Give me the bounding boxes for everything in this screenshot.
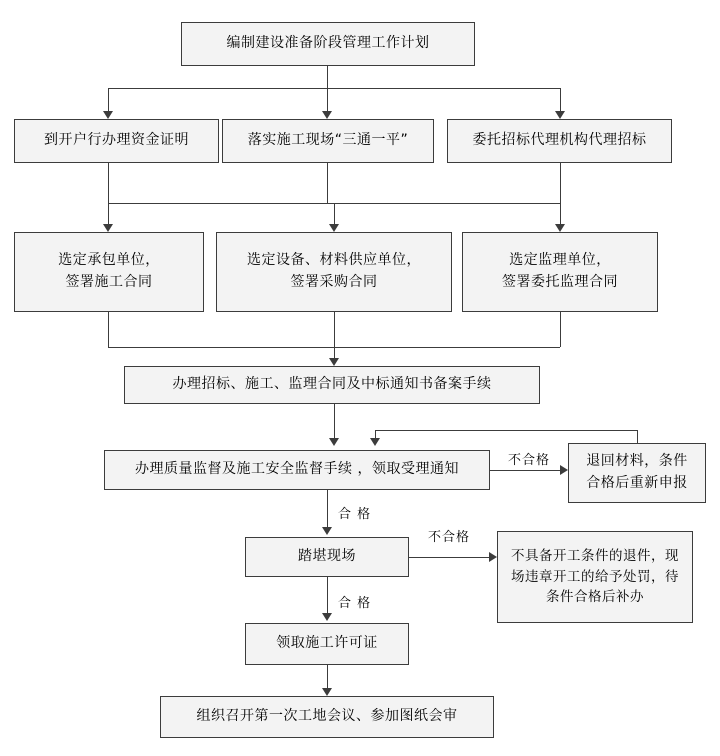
arrow-icon [329,224,339,232]
connector [375,430,376,438]
node-prepare-work-plan [181,22,475,66]
node-return-materials [568,443,706,503]
arrow-icon [370,438,380,446]
node-line: 退回材料，条件 [586,453,688,470]
arrow-icon [322,688,332,696]
connector [334,203,335,224]
edge-label-unqualified-2: 不合格 [428,530,471,545]
connector [375,430,637,431]
connector [560,312,561,347]
node-quality-safety-supervision [104,450,490,490]
connector [490,470,560,471]
node-bank-fund-certificate [14,119,219,163]
node-line: 办理质量监督及施工安全监督手续 ，领取受理通知 [135,461,459,478]
edge-label-qualified-1: 合 格 [338,507,372,522]
node-select-supplier [216,232,452,312]
node-line: 不具备开工条件的退件，现 [511,547,679,564]
arrow-icon [560,465,568,475]
connector [560,203,561,224]
node-line: 踏堪现场 [298,548,356,565]
edge-label-unqualified-1: 不合格 [508,453,551,468]
node-select-contractor [14,232,204,312]
arrow-icon [489,552,497,562]
connector [327,88,328,111]
arrow-icon [322,613,332,621]
node-line: 场违章开工的给予处罚，待 [511,568,679,585]
node-construction-permit [245,623,409,665]
node-line: 条件合格后补办 [546,589,644,606]
connector [334,347,335,358]
node-entrust-bidding-agency [447,119,672,163]
arrow-icon [555,224,565,232]
connector [327,490,328,527]
arrow-icon [555,111,565,119]
node-line: 选定监理单位， [509,252,611,269]
node-contract-filing [124,366,540,404]
connector [334,404,335,438]
connector [409,557,489,558]
connector [108,88,109,111]
node-line: 领取施工许可证 [276,635,378,652]
node-first-site-meeting [160,696,494,738]
node-line: 选定设备、材料供应单位， [247,252,421,269]
node-line: 委托招标代理机构代理招标 [472,132,647,149]
connector [560,163,561,203]
arrow-icon [329,438,339,446]
connector [108,163,109,203]
arrow-icon [322,111,332,119]
connector [327,163,328,203]
edge-label-qualified-2: 合 格 [338,596,372,611]
connector [637,430,638,443]
node-site-three-connections [222,119,434,163]
node-line: 合格后重新申报 [586,475,688,491]
node-line: 选定承包单位， [58,252,160,269]
node-line: 办理招标、施工、监理合同及中标通知书备案手续 [172,376,492,393]
node-penalty-rework [497,531,693,623]
arrow-icon [103,224,113,232]
connector [108,203,109,224]
connector [108,312,109,347]
connector [327,66,328,88]
node-line: 落实施工现场“三通一平” [247,132,409,149]
node-line: 签署委托监理合同 [502,274,618,290]
node-line: 到开户行办理资金证明 [44,132,189,149]
node-line: 签署采购合同 [290,274,378,290]
connector [334,312,335,347]
node-select-supervisor [462,232,658,312]
arrow-icon [322,527,332,535]
arrow-icon [329,358,339,366]
node-line: 签署施工合同 [65,274,153,290]
arrow-icon [103,111,113,119]
connector [327,665,328,688]
connector [327,577,328,613]
connector [108,88,560,89]
node-site-survey [245,537,409,577]
connector [560,88,561,111]
node-line: 组织召开第一次工地会议、参加图纸会审 [196,708,458,725]
node-line: 编制建设准备阶段管理工作计划 [226,35,430,52]
